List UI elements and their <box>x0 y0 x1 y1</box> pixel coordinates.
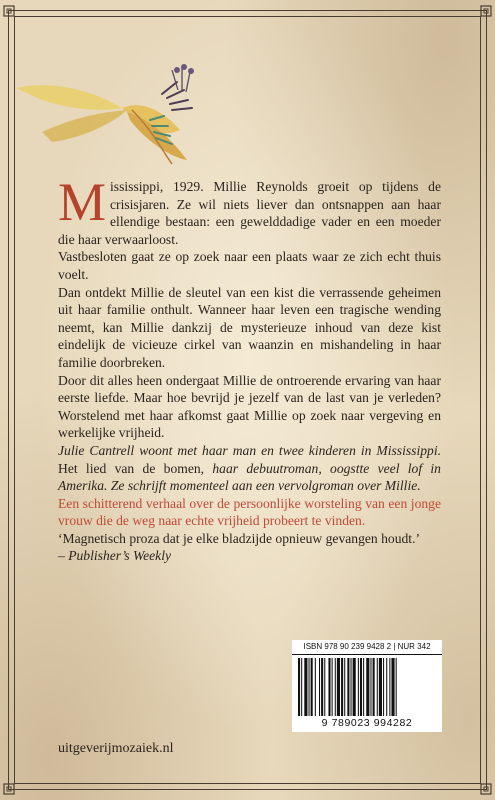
corner-ornament-bottom-left <box>2 774 24 796</box>
corner-ornament-top-left <box>2 4 24 26</box>
flower-illustration <box>12 60 202 170</box>
barcode-bar <box>335 658 336 716</box>
tagline: Een schitterend verhaal over de persoonlijke worsteling van een jonge vrouw die de weg naar echte vrijheid probeert te vinden. <box>58 495 441 529</box>
barcode-bar <box>324 658 325 716</box>
author-bio <box>58 442 441 495</box>
barcode-bar <box>337 658 340 716</box>
barcode-bar <box>373 658 375 716</box>
isbn-text: ISBN 978 90 239 9428 2 | NUR 342 <box>292 640 442 655</box>
barcode-bar <box>311 658 313 716</box>
barcode-bars <box>296 658 438 716</box>
barcode-bar <box>304 658 307 716</box>
drop-cap: M <box>58 172 107 232</box>
publisher-url: uitgeverijmozaiek.nl <box>58 741 174 756</box>
review-source: Publisher’s Weekly <box>68 548 172 564</box>
barcode-bar <box>377 658 378 716</box>
barcode-bar <box>386 658 387 716</box>
author-bio-part-1: Julie Cantrell woont met haar man en twee kinderen in Mississippi. <box>58 442 441 458</box>
barcode-bar <box>309 658 310 716</box>
blurb-intro: ississippi, 1929. Millie Reynolds groeit op tijdens de crisisjaren. Ze wil niets liever dan ontsnappen aan haar ellendige bestaan: een gewelddadige vader en een moeder die haar verwaarloost. <box>58 179 441 247</box>
author-bio-book-title: Het lied van de bomen, <box>58 460 205 476</box>
barcode-bar <box>389 658 390 716</box>
barcode-bar <box>358 658 359 716</box>
barcode-bar <box>321 658 323 716</box>
barcode-bar <box>396 658 397 716</box>
barcode-bar <box>391 658 394 716</box>
barcode-bar <box>328 658 330 716</box>
barcode-bar <box>383 658 384 716</box>
barcode-bar <box>301 658 302 716</box>
barcode-digits: 9 789023 994282 <box>321 717 413 729</box>
barcode-box <box>292 640 442 732</box>
barcode-bar <box>360 658 362 716</box>
barcode-bar <box>363 658 364 716</box>
review-quote <box>58 530 441 565</box>
blurb-paragraph-4: Door dit alles heen ondergaat Millie de ontroerende ervaring van haar eerste liefde. Maar hoe bevrijd je jezelf van de last van je verleden? Worstelend met haar afkomst gaat Millie op zoek naar vergeving en werkelijke vrijheid. <box>58 372 441 441</box>
review-source-dash: – <box>58 548 65 564</box>
barcode-bar <box>315 658 316 716</box>
blurb-paragraph-2: Vastbesloten gaat ze op zoek naar een plaats waar ze zich echt thuis voelt. <box>58 249 441 282</box>
barcode-bar <box>353 658 356 716</box>
author-bio-part-3: haar debuutroman, oogstte veel lof in Amerika. Ze schrijft momenteel aan een vervolgroman over Millie. <box>58 460 441 494</box>
barcode-bar <box>347 658 349 716</box>
blurb-paragraph-1 <box>58 172 441 248</box>
barcode-bar <box>370 658 371 716</box>
corner-ornament-bottom-right <box>471 774 493 796</box>
corner-ornament-top-right <box>471 4 493 26</box>
back-cover-text <box>58 172 441 565</box>
barcode-bar <box>366 658 369 716</box>
barcode-bar <box>341 658 343 716</box>
barcode-bar <box>319 658 320 716</box>
barcode-bar <box>379 658 382 716</box>
barcode-bar <box>351 658 352 716</box>
barcode-bar <box>332 658 333 716</box>
blurb-paragraph-3: Dan ontdekt Millie de sleutel van een kist die verrassende geheimen uit haar familie onthult. Wanneer haar leven een tragische wending neemt, kan Millie dankzij de mysterieuze inhoud van deze kist eindelijk de vicieuze cirkel van waanzin en mishandeling in haar familie doorbreken. <box>58 284 441 370</box>
barcode-bar <box>344 658 345 716</box>
review-quote-text: ‘Magnetisch proza dat je elke bladzijde opnieuw gevangen houdt.’ <box>58 530 420 546</box>
barcode-bar <box>298 658 300 716</box>
